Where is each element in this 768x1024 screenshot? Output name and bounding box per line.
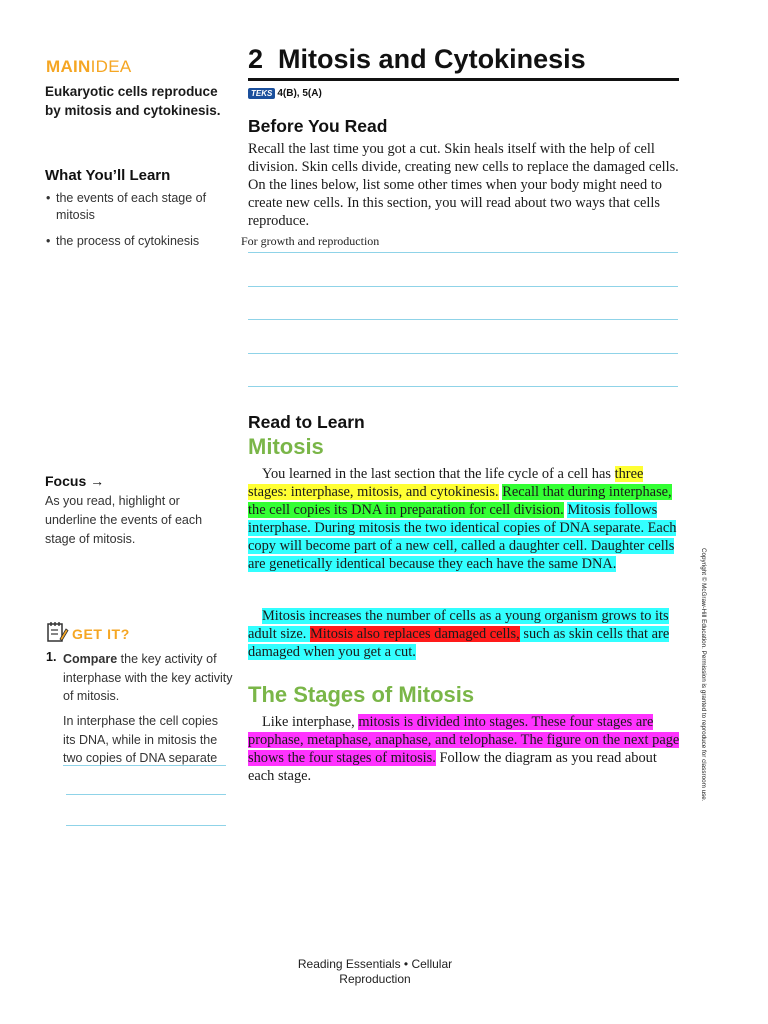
writing-line[interactable] <box>248 286 678 287</box>
arrow-right-icon: → <box>90 473 105 489</box>
bullet-icon: • <box>46 234 51 248</box>
stages-paragraph <box>248 713 680 785</box>
answer-line[interactable] <box>66 825 226 826</box>
main-idea-label-idea: IDEA <box>90 57 132 76</box>
highlight-yellow: three stages: interphase, mitosis, and cytokinesis. <box>248 466 644 500</box>
mitosis-paragraph-2 <box>248 607 680 661</box>
focus-title-text: Focus <box>45 473 87 489</box>
notepad-pencil-icon <box>45 620 69 644</box>
main-idea-label-main: MAIN <box>46 57 91 76</box>
highlight-cyan: Mitosis follows interphase. During mitosis the two identical copies of DNA separate. Each copy will become part of a new cell, called a daughter cell. Daughter cells are genetically identical because they each have the same DNA. <box>248 502 677 572</box>
before-you-read-title: Before You Read <box>248 116 388 136</box>
teks-codes: 4(B), 5(A) <box>277 88 322 99</box>
question-keyword: Compare <box>63 652 118 666</box>
focus-text: As you read, highlight or underline the events of each stage of mitosis. <box>45 494 203 546</box>
text-span: You learned in the last section that the life cycle of a cell has <box>262 466 615 482</box>
text-span: Follow the diagram as you read about each stage. <box>248 750 657 784</box>
section-rule <box>248 78 679 81</box>
focus-title <box>45 473 104 489</box>
footer-line-1: Reading Essentials • Cellular <box>297 957 453 971</box>
before-you-read-text: Recall the last time you got a cut. Skin heals itself with the help of cell division. Skin cells divide, creating new cells to replace the damaged cells. On the lines below, list some other times when your body might need to create new cells. In this section, you will read about two ways that cells reproduce. <box>248 141 679 229</box>
learn-item-text: the events of each stage of mitosis <box>56 191 207 222</box>
highlight-red: Mitosis also replaces damaged cells, <box>309 626 520 642</box>
highlight-green: Recall that during interphase, the cell copies its DNA in preparation for cell division. <box>248 484 672 518</box>
copyright-text: Copyright © McGraw-Hill Education. Permission is granted to reproduce for classroom use. <box>700 548 707 802</box>
question-number: 1. <box>46 650 57 664</box>
bullet-icon: • <box>46 191 51 205</box>
copyright-notice <box>697 548 709 838</box>
teks-badge: TEKS <box>248 88 275 99</box>
learn-item <box>46 233 226 250</box>
learn-item <box>46 190 226 224</box>
writing-line[interactable] <box>248 386 678 387</box>
get-it-label: GET IT? <box>72 626 130 642</box>
before-you-read-answer[interactable]: For growth and reproduction <box>241 234 380 248</box>
footer-line-2: Reproduction <box>339 972 411 986</box>
question-body: the key activity of interphase with the key activity of mitosis. <box>63 652 233 703</box>
question-answer[interactable]: In interphase the cell copies its DNA, while in mitosis the two copies of DNA separate <box>63 714 218 765</box>
learn-item-text: the process of cytokinesis <box>56 234 200 248</box>
read-to-learn-title: Read to Learn <box>248 412 365 432</box>
page-footer <box>270 957 480 987</box>
section-number: 2 <box>248 44 264 74</box>
writing-line[interactable] <box>248 319 678 320</box>
mitosis-heading: Mitosis <box>248 434 324 459</box>
answer-line <box>63 765 226 766</box>
teks-standards <box>248 88 322 99</box>
answer-line[interactable] <box>66 794 226 795</box>
highlight-magenta: mitosis is divided into stages. These four stages are prophase, metaphase, anaphase, and telophase. The figure on the next page shows the four stages of mitosis. <box>248 714 680 766</box>
main-idea-label <box>46 57 132 77</box>
writing-line[interactable] <box>248 252 678 253</box>
highlight-cyan: such as skin cells that are damaged when you get a cut. <box>248 626 670 660</box>
mitosis-paragraph-1 <box>248 465 680 573</box>
question-text <box>63 650 233 706</box>
section-title <box>248 44 586 75</box>
stages-heading: The Stages of Mitosis <box>248 682 475 707</box>
section-title-text: Mitosis and Cytokinesis <box>278 44 586 74</box>
highlight-cyan: Mitosis increases the number of cells as a young organism grows to its adult size. <box>248 608 669 642</box>
writing-line[interactable] <box>248 353 678 354</box>
main-idea-text: Eukaryotic cells reproduce by mitosis and cytokinesis. <box>45 84 221 118</box>
what-youll-learn-title: What You’ll Learn <box>45 167 171 184</box>
text-span: Like interphase, <box>262 714 359 730</box>
